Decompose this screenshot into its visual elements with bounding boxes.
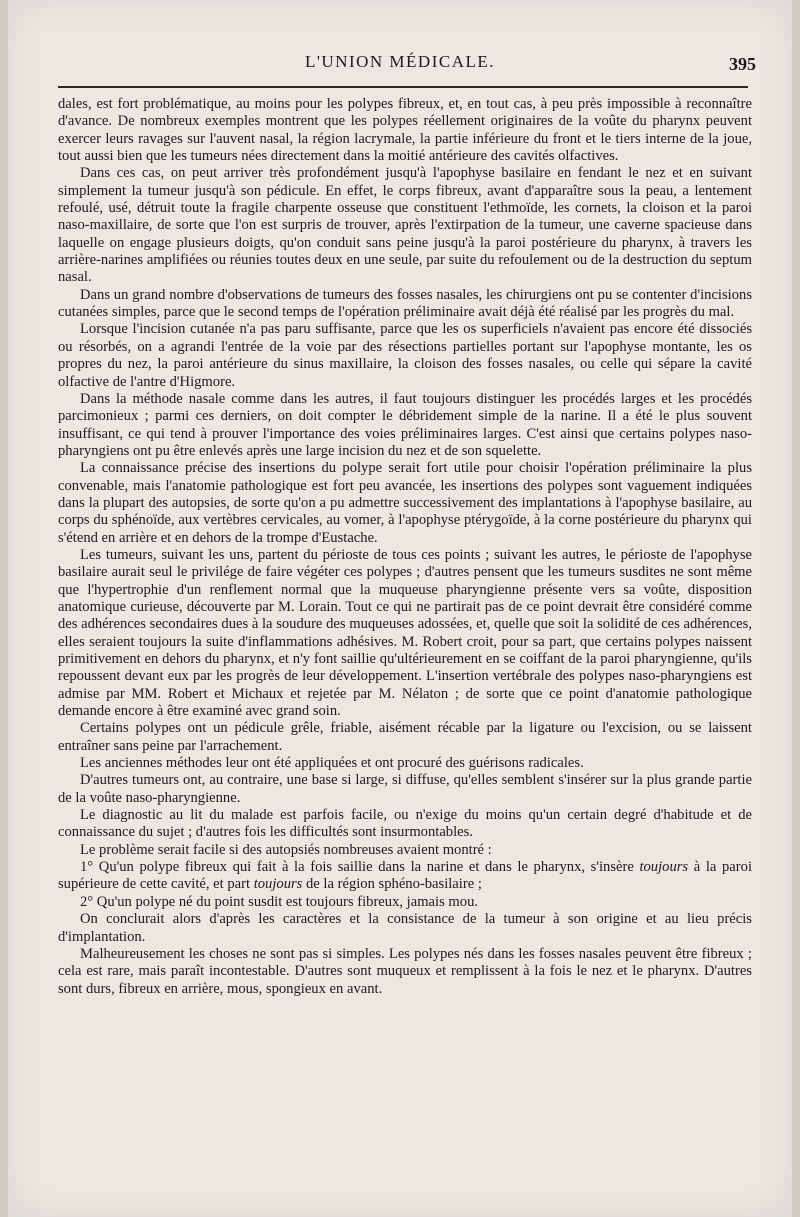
paragraph: Malheureusement les choses ne sont pas si simples. Les polypes nés dans les fosses nasales peuvent être fibreux ; cela est rare, mais paraît incontestable. D'autres sont muqueux et remplissent à la fois le nez et le pharynx. D'autres sont durs, fibreux en arrière, mous, spongieux en avant. bbox=[58, 945, 752, 997]
paragraph: Dans la méthode nasale comme dans les autres, il faut toujours distinguer les procédés larges et les procédés parcimonieux ; parmi ces derniers, on doit compter le débridement simple de la narine. Il a été le plus souvent insuffisant, ce qui tend à prouver l'importance des voies préliminaires larges. C'est ainsi que certains polypes naso-pharyngiens ont pu être enlevés après une large incision du nez et de son squelette. bbox=[58, 390, 752, 459]
page-header bbox=[8, 52, 792, 82]
list-item-text: à la paroi supérieure de cette cavité, et part bbox=[58, 859, 752, 893]
paragraph: Dans un grand nombre d'observations de tumeurs des fosses nasales, les chirurgiens ont pu se contenter d'incisions cutanées simples, parce que le second temps de l'opération préliminaire avait déjà été réalisé par les progrès du mal. bbox=[58, 286, 752, 321]
running-title: L'UNION MÉDICALE. bbox=[304, 52, 496, 71]
paragraph: Les anciennes méthodes leur ont été appliquées et ont procuré des guérisons radicales. bbox=[80, 755, 584, 772]
paragraph: Dans ces cas, on peut arriver très profondément jusqu'à l'apophyse basilaire en fendant le nez et en suivant simplement la tumeur jusqu'à son pédicule. En effet, le corps fibreux, avant d'apparaître sous la peau, a lentement refoulé, usé, détruit toute la fragile charpente osseuse que constituent l'ethmoïde, les cornets, la cloison et la paroi naso-maxillaire, de sorte que l'on est surpris de trouver, après l'extirpation de la tumeur, une caverne spacieuse dans laquelle on engage plusieurs doigts, qu'on conduit sans peine jusqu'à la paroi postérieure du pharynx, à travers les arrière-narines amplifiées ou réunies toutes deux en une seule, par suite du refoulement ou de la destruction du septum nasal. bbox=[58, 165, 752, 286]
paragraph: Certains polypes ont un pédicule grêle, friable, aisément récable par la ligature ou l'excision, ou se laissent entraîner sans peine par l'arrachement. bbox=[58, 720, 752, 754]
article-body bbox=[58, 96, 752, 998]
list-item-emphasis: toujours bbox=[253, 876, 303, 893]
book-page bbox=[8, 0, 792, 1217]
list-item-number: 2° bbox=[80, 893, 94, 910]
paragraph: Le diagnostic au lit du malade est parfois facile, ou n'exige du moins qu'un certain degré d'habitude et de connaissance du sujet ; d'autres fois les difficultés sont insurmontables. bbox=[58, 807, 752, 841]
page-number: 395 bbox=[729, 54, 756, 74]
list-item-text: de la région sphéno-basilaire ; bbox=[302, 876, 482, 893]
paragraph: Lorsque l'incision cutanée n'a pas paru suffisante, parce que les os superficiels n'avaient pas encore été dissociés ou résorbés, on a agrandi l'entrée de la voie par des résections partielles portant sur l'apophyse montante, les os propres du nez, la paroi antérieure du sinus maxillaire, la cloison des fosses nasales, ou celle qui sépare la cavité olfactive de l'antre d'Higmore. bbox=[58, 321, 752, 390]
header-rule bbox=[58, 86, 748, 88]
list-item bbox=[58, 894, 752, 911]
list-item-emphasis: toujours bbox=[639, 859, 689, 876]
paragraph: D'autres tumeurs ont, au contraire, une base si large, si diffuse, qu'elles semblent s'insérer sur la plus grande partie de la voûte naso-pharyngienne. bbox=[58, 772, 752, 806]
paragraph: On conclurait alors d'après les caractères et la consistance de la tumeur à son origine et au lieu précis d'implantation. bbox=[58, 911, 752, 945]
paragraph: dales, est fort problématique, au moins pour les polypes fibreux, et, en tout cas, à peu près impossible à reconnaître d'avance. De nombreux exemples montrent que les polypes réellement originaires de la voûte du pharynx peuvent exercer leurs ravages sur l'auvent nasal, la région lacrymale, la partie inférieure du front et le tiers interne de la joue, tout aussi bien que les tumeurs nées directement dans la moitié antérieure des cavités olfactives. bbox=[58, 96, 752, 165]
list-item-text: Qu'un polype né du point susdit est toujours fibreux, jamais mou. bbox=[96, 893, 479, 910]
paragraph: Le problème serait facile si des autopsiés nombreuses avaient montré : bbox=[80, 841, 492, 858]
list-item-text: Qu'un polype fibreux qui fait à la fois saillie dans la narine et dans le pharynx, s'insère bbox=[98, 859, 640, 876]
paragraph: La connaissance précise des insertions du polype serait fort utile pour choisir l'opération préliminaire la plus convenable, mais l'anatomie pathologique est fort peu avancée, les insertions des polypes sont vaguement indiquées dans la plupart des autopsies, de sorte qu'on a pu admettre successivement des implantations à l'apophyse basilaire, au corps du sphénoïde, aux vertèbres cervicales, au vomer, à l'apophyse ptérygoïde, à la corne postérieure du pharynx qui s'étend en arrière et en dehors de la trompe d'Eustache. bbox=[58, 460, 752, 546]
paragraph: Les tumeurs, suivant les uns, partent du périoste de tous ces points ; suivant les autres, le périoste de l'apophyse basilaire aurait seul le privilége de faire végéter ces polypes ; d'autres pensent que les tumeurs susdites ne sont même que l'hypertrophie d'un renflement normal que la muqueuse pharyngienne présente vers sa voûte, disposition anatomique curieuse, découverte par M. Lorain. Tout ce qui ne partirait pas de ce point devrait être considéré comme des adhérences secondaires dues à la soudure des muqueuses adossées, et, quelle que soit la solidité de ces adhérences, elles seraient toujours la suite d'inflammations adhésives. M. Robert croit, pour sa part, que certains polypes naissent primitivement en dehors du pharynx, et n'y font saillie qu'ultérieurement en se coiffant de la paroi pharyngienne, qu'ils repoussent devant eux par les progrès de leur développement. L'insertion vertébrale des polypes naso-pharyngiens est admise par MM. Robert et Michaux et rejetée par M. Nélaton ; de sorte que ce point d'anatomie pathologique demande encore à être examiné avec grand soin. bbox=[58, 546, 752, 720]
list-item bbox=[58, 859, 752, 894]
list-item-number: 1° bbox=[80, 859, 94, 876]
